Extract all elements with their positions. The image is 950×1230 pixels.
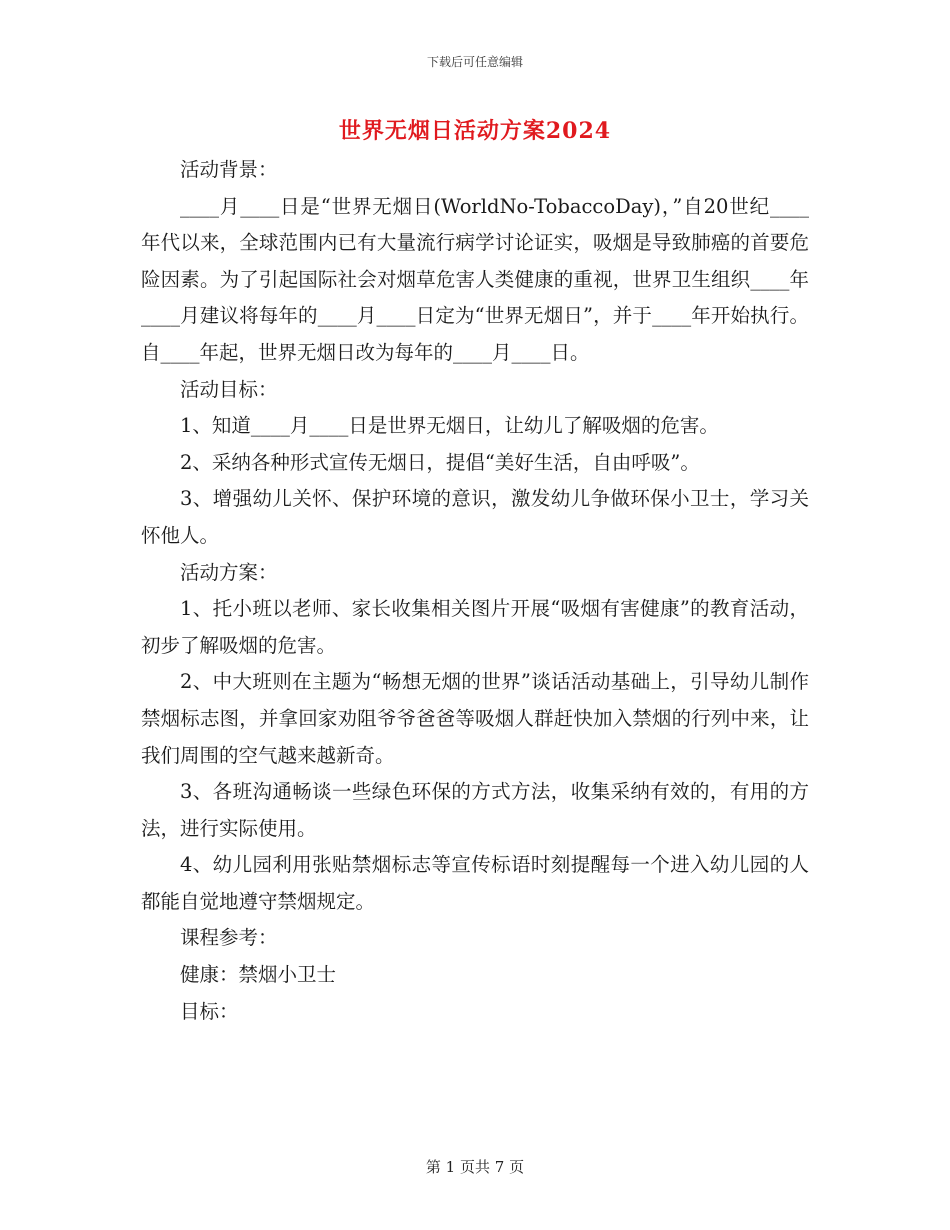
page-number-footer: 第 1 页共 7 页 bbox=[425, 1158, 525, 1176]
goal-item-3: 3、增强幼儿关怀、保护环境的意识，激发幼儿争做环保小卫士，学习关怀他人。 bbox=[141, 487, 809, 547]
plan-item-4: 4、幼儿园利用张贴禁烟标志等宣传标语时刻提醒每一个进入幼儿园的人都能自觉地遵守禁烟规定。 bbox=[141, 853, 809, 913]
plan-item-1: 1、托小班以老师、家长收集相关图片开展“吸烟有害健康”的教育活动，初步了解吸烟的危害。 bbox=[141, 597, 809, 657]
course-goals-heading: 目标： bbox=[180, 999, 239, 1023]
section-heading-course: 课程参考： bbox=[180, 926, 278, 950]
background-paragraph: ____月____日是“世界无烟日(WorldNo-TobaccoDay)，”自20世纪____年代以来，全球范围内已有大量流行病学讨论证实，吸烟是导致肺癌的首要危险因素。为了引起国际社会对烟草危害人类健康的重视，世界卫生组织____年____月建议将每年的____月____日定为“世界无烟日”，并于____年开始执行。自____年起，世界无烟日改为每年的____月____日。 bbox=[141, 194, 809, 364]
plan-item-3: 3、各班沟通畅谈一些绿色环保的方式方法，收集采纳有效的，有用的方法，进行实际使用。 bbox=[141, 780, 809, 840]
document-body bbox=[141, 152, 809, 1030]
header-note: 下载后可任意编辑 bbox=[426, 55, 523, 69]
section-heading-goals: 活动目标： bbox=[180, 377, 278, 401]
section-heading-plan: 活动方案： bbox=[180, 560, 278, 584]
course-topic: 健康：禁烟小卫士 bbox=[180, 963, 337, 987]
section-heading-background: 活动背景： bbox=[180, 158, 278, 181]
goal-item-2: 2、采纳各种形式宣传无烟日，提倡“美好生活，自由呼吸”。 bbox=[180, 450, 700, 474]
goal-item-1: 1、知道____月____日是世界无烟日，让幼儿了解吸烟的危害。 bbox=[180, 414, 719, 438]
document-title: 世界无烟日活动方案2024 bbox=[338, 118, 612, 144]
plan-item-2: 2、中大班则在主题为“畅想无烟的世界”谈话活动基础上，引导幼儿制作禁烟标志图，并拿回家劝阻爷爷爸爸等吸烟人群赶快加入禁烟的行列中来，让我们周围的空气越来越新奇。 bbox=[141, 670, 809, 767]
